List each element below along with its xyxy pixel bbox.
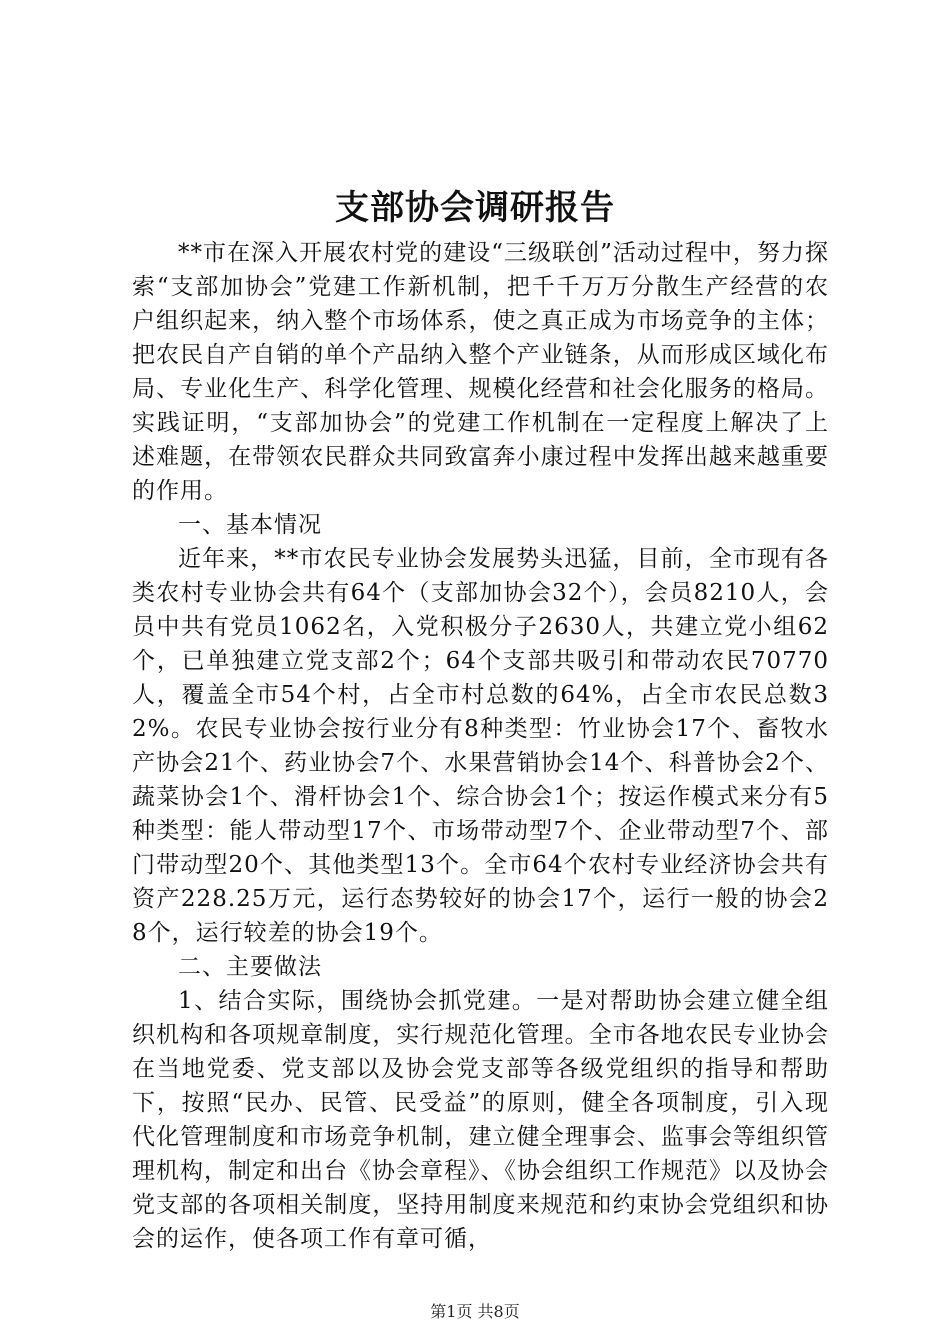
page-number-footer: 第1页 共8页 bbox=[430, 1302, 520, 1321]
document-title: 支部协会调研报告 bbox=[335, 188, 615, 228]
section-heading-main-practices: 二、主要做法 bbox=[178, 954, 322, 980]
document-body bbox=[132, 236, 829, 1256]
main-practices-paragraph: 1、结合实际，围绕协会抓党建。一是对帮助协会建立健全组织机构和各项规章制度，实行规范化管理。全市各地农民专业协会在当地党委、党支部以及协会党支部等各级党组织的指导和帮助下，按照“民办、民管、民受益”的原则，健全各项制度，引入现代化管理制度和市场竞争机制，建立健全理事会、监事会等组织管理机构，制定和出台《协会章程》、《协会组织工作规范》以及协会党支部的各项相关制度，坚持用制度来规范和约束协会党组织和协会的运作，使各项工作有章可循， bbox=[132, 988, 829, 1252]
section-heading-basic-situation: 一、基本情况 bbox=[178, 512, 322, 538]
intro-paragraph: **市在深入开展农村党的建设“三级联创”活动过程中，努力探索“支部加协会”党建工作新机制，把千千万万分散生产经营的农户组织起来，纳入整个市场体系，使之真正成为市场竞争的主体；把农民自产自销的单个产品纳入整个产业链条，从而形成区域化布局、专业化生产、科学化管理、规模化经营和社会化服务的格局。实践证明，“支部加协会”的党建工作机制在一定程度上解决了上述难题，在带领农民群众共同致富奔小康过程中发挥出越来越重要的作用。 bbox=[132, 240, 829, 504]
basic-situation-paragraph: 近年来，**市农民专业协会发展势头迅猛，目前，全市现有各类农村专业协会共有64个（支部加协会32个），会员8210人，会员中共有党员1062名，入党积极分子2630人，共建立党小组62个，已单独建立党支部2个；64个支部共吸引和带动农民70770人，覆盖全市54个村，占全市村总数的64%，占全市农民总数32%。农民专业协会按行业分有8种类型：竹业协会17个、畜牧水产协会21个、药业协会7个、水果营销协会14个、科普协会2个、蔬菜协会1个、滑杆协会1个、综合协会1个；按运作模式来分有5种类型：能人带动型17个、市场带动型7个、企业带动型7个、部门带动型20个、其他类型13个。全市64个农村专业经济协会共有资产228.25万元，运行态势较好的协会17个，运行一般的协会28个，运行较差的协会19个。 bbox=[132, 546, 829, 946]
